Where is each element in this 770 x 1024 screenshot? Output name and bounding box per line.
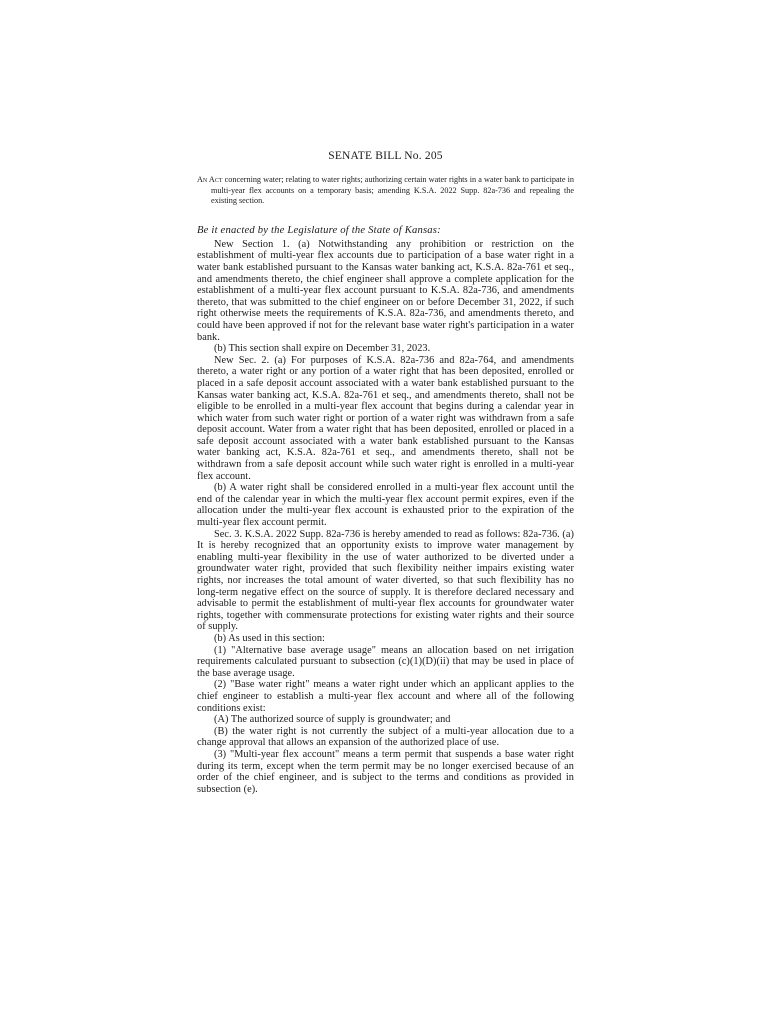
section-3a: Sec. 3. K.S.A. 2022 Supp. 82a-736 is hereby amended to read as follows: 82a-736. (a) It is hereby recognized that an opportunity exists to improve water management by enabling multi-year flexibility in the use of water authorized to be diverted under a groundwater water right, provided that such flexibility neither impairs existing water rights, nor increases the total amount of water diverted, so that such flexibility has no long-term negative effect on the source of supply. It is therefore declared necessary and advisable to permit the establishment of multi-year flex accounts for groundwater water rights, together with commensurate protections for existing water rights and their source of supply.	[197, 528, 574, 633]
bill-body	[197, 239, 574, 796]
section-1a: New Section 1. (a) Notwithstanding any prohibition or restriction on the establishment of multi-year flex accounts due to participation of a base water right in a water bank established pursuant to the Kansas water banking act, K.S.A. 82a-761 et seq., and amendments thereto, the chief engineer shall approve a complete application for the establishment of a multi-year flex account pursuant to K.S.A. 82a-736, and amendments thereto, that was submitted to the chief engineer on or before December 31, 2022, if such right otherwise meets the requirements of K.S.A. 82a-736, and amendments thereto, and could have been approved if not for the relevant base water right's participation in a water bank.	[197, 238, 574, 343]
definition-2a: (A) The authorized source of supply is groundwater; and	[214, 714, 451, 726]
section-2b: (b) A water right shall be considered enrolled in a multi-year flex account until the end of the calendar year in which the multi-year flex account permit expires, even if the allocation under the multi-year flex account is exhausted prior to the expiration of the multi-year flex account permit.	[197, 482, 574, 529]
definition-1: (1) "Alternative base average usage" means an allocation based on net irrigation requirements calculated pursuant to subsection (c)(1)(D)(ii) that may be used in place of the base average usage.	[197, 644, 574, 679]
bill-title: SENATE BILL No. 205	[328, 150, 443, 162]
bill-page	[197, 150, 574, 795]
act-text: concerning water; relating to water rights; authorizing certain water rights in a water bank to participate in multi-year flex accounts on a temporary basis; amending K.S.A. 2022 Supp. 82a-736 and repealing the existing section.	[211, 175, 574, 206]
section-3b: (b) As used in this section:	[214, 632, 325, 644]
enacting-clause: Be it enacted by the Legislature of the State of Kansas:	[197, 224, 441, 236]
act-lead: An Act	[197, 175, 223, 184]
definition-2: (2) "Base water right" means a water right under which an applicant applies to the chief engineer to establish a multi-year flex account and where all of the following conditions exist:	[197, 679, 574, 714]
section-2a: New Sec. 2. (a) For purposes of K.S.A. 82a-736 and 82a-764, and amendments thereto, a water right or any portion of a water right that has been deposited, enrolled or placed in a safe deposit account associated with a water bank established pursuant to the Kansas water banking act, K.S.A. 82a-761 et seq., and amendments thereto, shall not be eligible to be enrolled in a multi-year flex account that begins during a calendar year in which water from such water right or portion of a water right was withdrawn from a safe deposit account. Water from a water right that has been deposited, enrolled or placed in a safe deposit account associated with a water bank established pursuant to the Kansas water banking act, K.S.A. 82a-761 et seq., and amendments thereto, shall not be withdrawn from a safe deposit account while such water right is enrolled in a multi-year flex account.	[197, 354, 574, 482]
section-1b: (b) This section shall expire on December 31, 2023.	[214, 343, 431, 355]
definition-2b: (B) the water right is not currently the subject of a multi-year allocation due to a change approval that allows an expansion of the authorized place of use.	[197, 725, 574, 749]
act-description	[197, 175, 574, 207]
definition-3: (3) "Multi-year flex account" means a term permit that suspends a base water right during its term, except when the term permit may be no longer exercised because of an order of the chief engineer, and is subject to the terms and conditions as provided in subsection (e).	[197, 748, 574, 795]
